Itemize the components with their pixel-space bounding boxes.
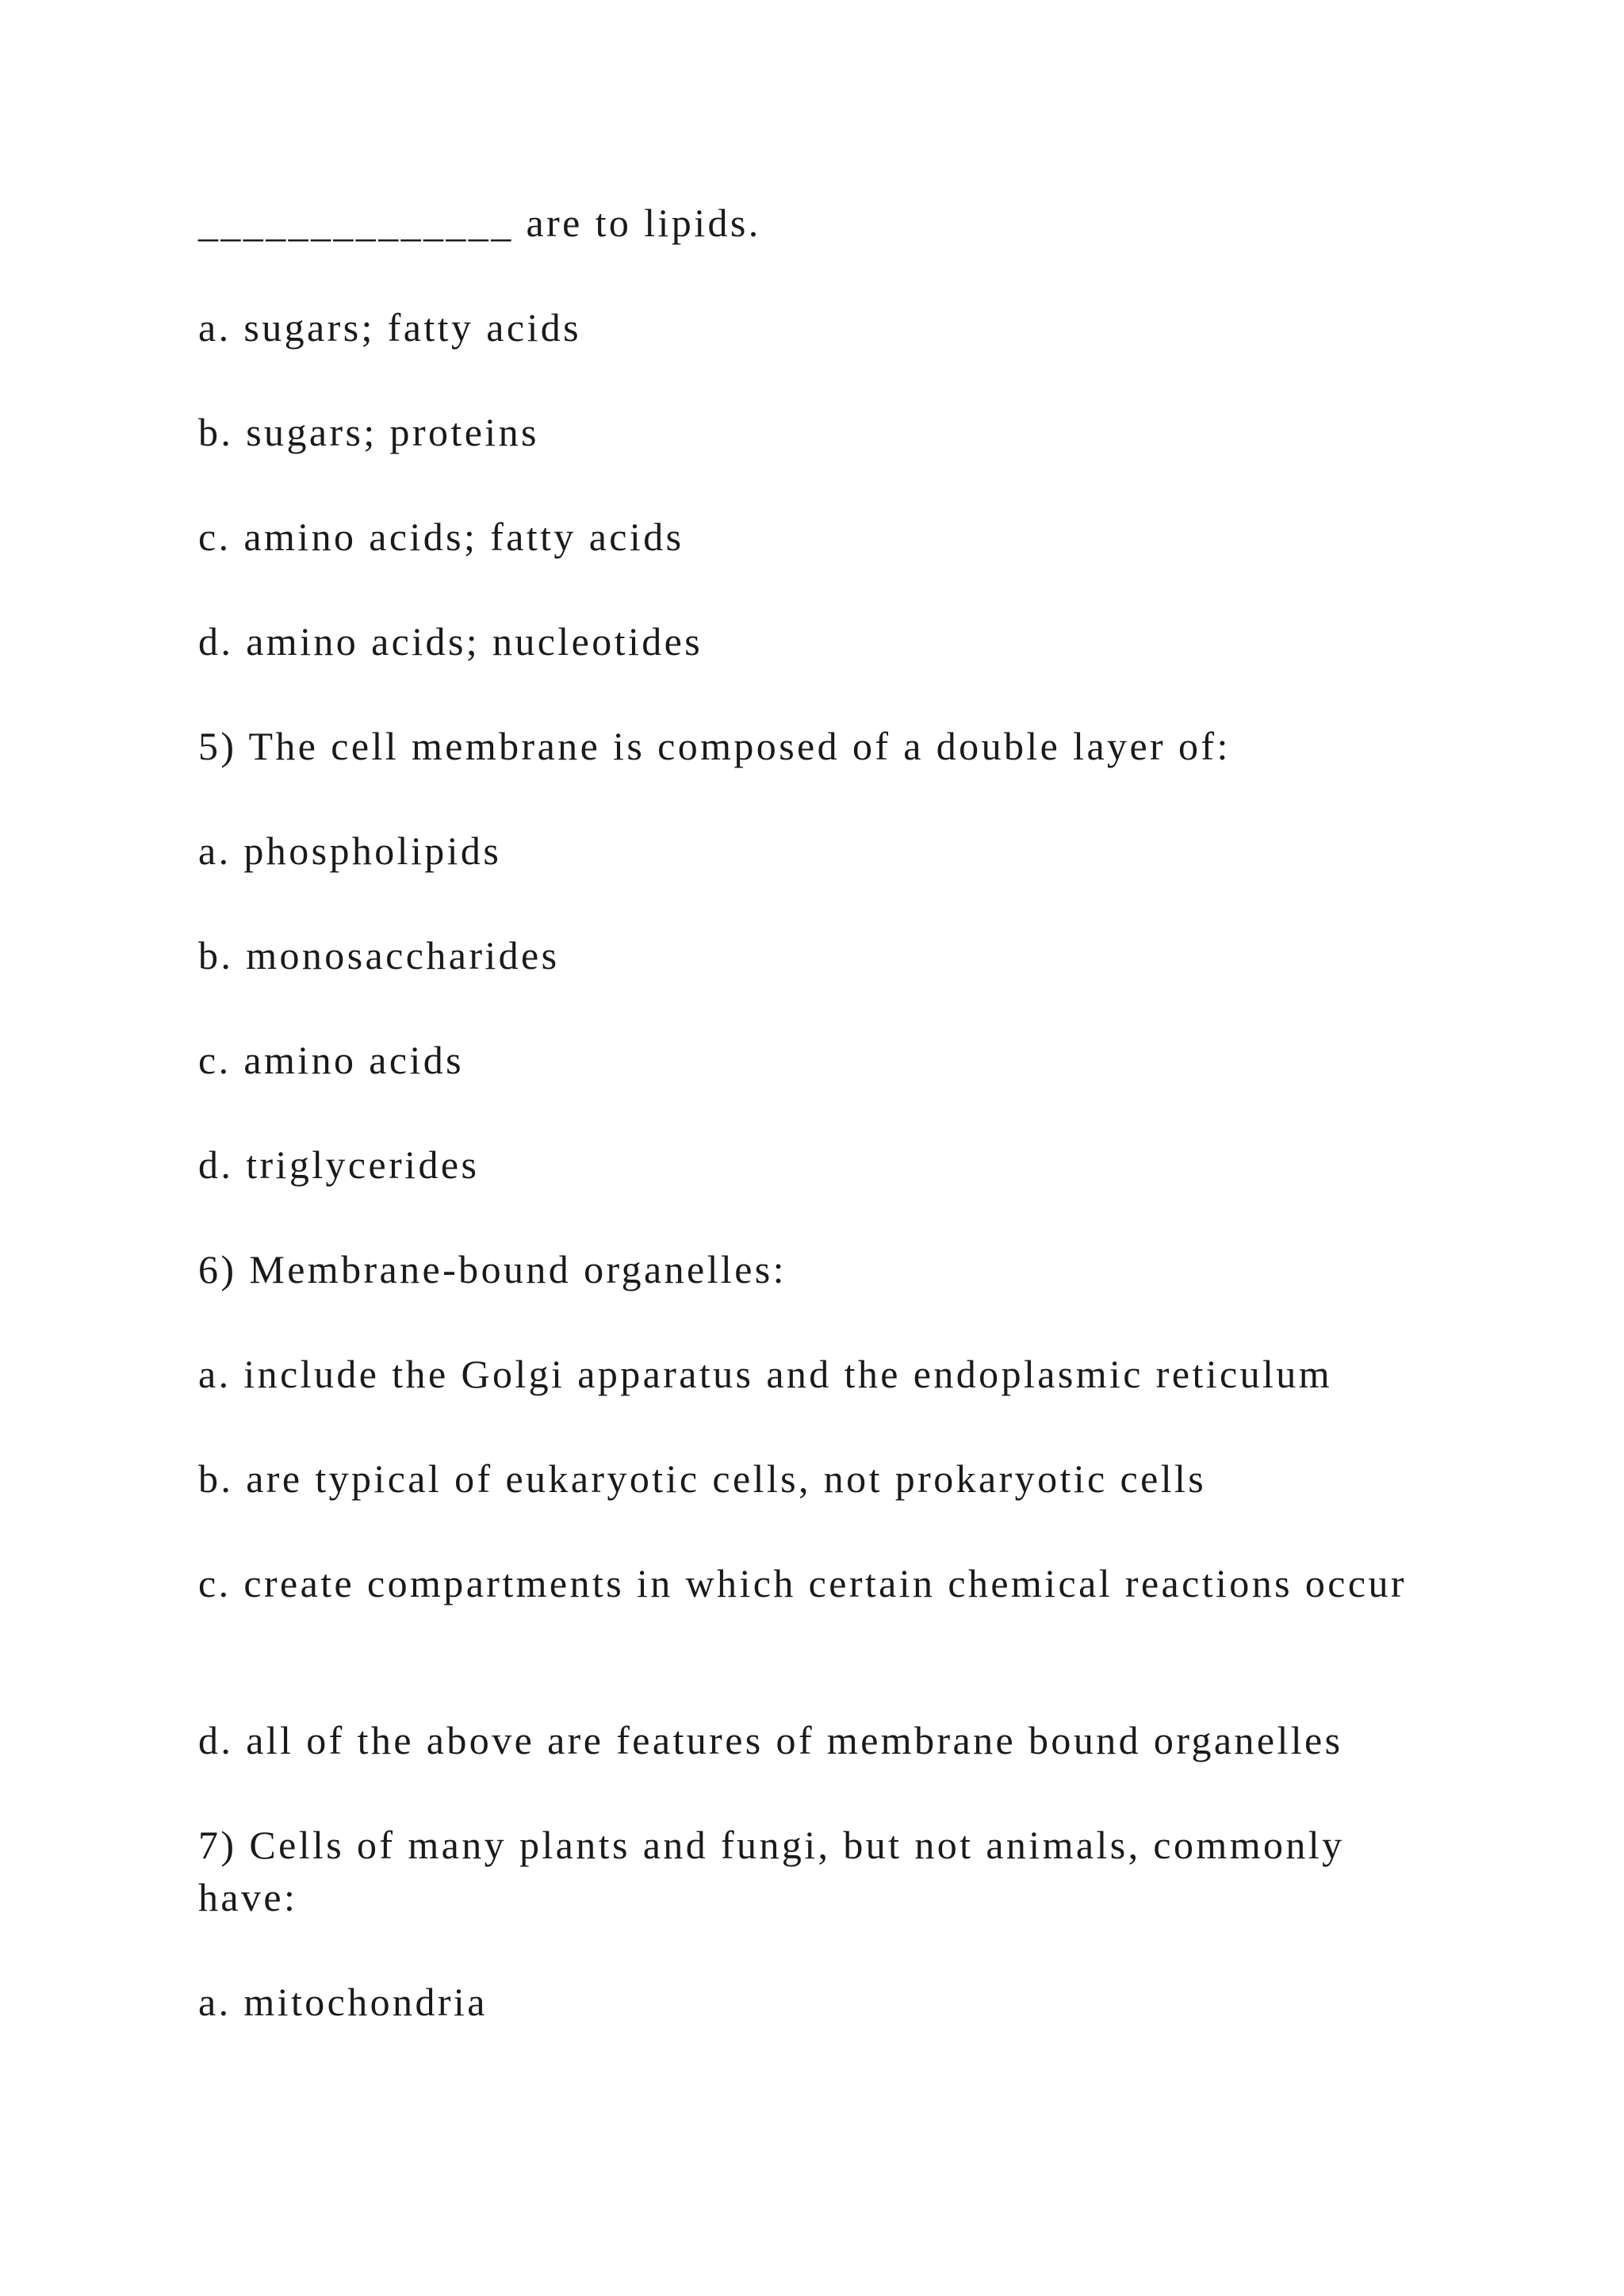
q4-option-d: d. amino acids; nucleotides xyxy=(198,619,703,664)
q6-option-c: c. create compartments in which certain chemical reactions occur xyxy=(198,1561,1407,1605)
q4-option-b: b. sugars; proteins xyxy=(198,410,539,454)
q6-option-d: d. all of the above are features of membrane bound organelles xyxy=(198,1718,1343,1762)
q5-option-c: c. amino acids xyxy=(198,1038,465,1082)
question-fragment-line: ______________ are to lipids. xyxy=(198,201,761,245)
question-7-text: 7) Cells of many plants and fungi, but not animals, commonly have: xyxy=(198,1823,1345,1919)
question-6-text: 6) Membrane-bound organelles: xyxy=(198,1247,787,1292)
q5-option-b: b. monosaccharides xyxy=(198,933,560,978)
q6-option-b: b. are typical of eukaryotic cells, not prokaryotic cells xyxy=(198,1456,1207,1501)
q4-option-c: c. amino acids; fatty acids xyxy=(198,515,684,559)
q6-option-a: a. include the Golgi apparatus and the endoplasmic reticulum xyxy=(198,1352,1333,1396)
q7-option-a: a. mitochondria xyxy=(198,1980,488,2024)
q4-option-a: a. sugars; fatty acids xyxy=(198,305,582,350)
q5-option-a: a. phospholipids xyxy=(198,828,502,873)
question-5-text: 5) The cell membrane is composed of a double layer of: xyxy=(198,724,1231,768)
q5-option-d: d. triglycerides xyxy=(198,1142,480,1187)
